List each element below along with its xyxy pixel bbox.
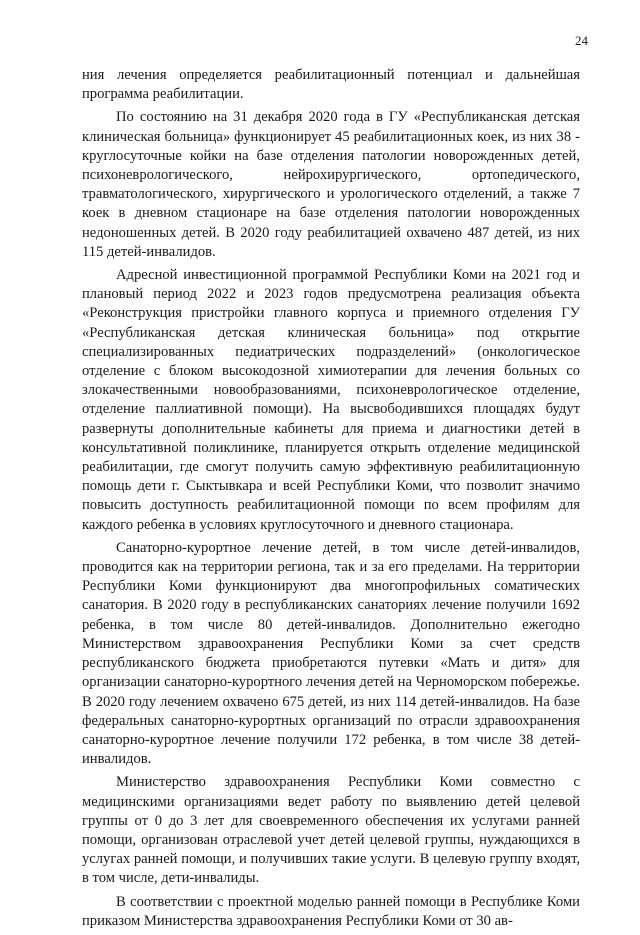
document-body xyxy=(82,66,580,935)
paragraph-5: Министерство здравоохранения Республики Коми совместно с медицинскими организациями ведет работу по выявлению детей целевой группы от 0 до 3 лет для своевременного обеспечения их услугами ранней помощи, организован отраслевой учет детей целевой группы, нуждающихся в услугах ранней помощи, и получивших такие услуги. В целевую группу входят, в том числе, дети-инвалиды. xyxy=(82,774,580,887)
paragraph-1: ния лечения определяется реабилитационный потенциал и дальнейшая программа реабилитации. xyxy=(82,67,580,103)
paragraph-2: По состоянию на 31 декабря 2020 года в ГУ «Республиканская детская клиническая больница» функционирует 45 реабилитационных коек, из них 38 - круглосуточные койки на базе отделения патологии новорожденных детей, психоневрологического, нейрохирургического, ортопедического, травматологического, хирургического и урологического отделений, а также 7 коек в дневном стационаре на базе отделения патологии новорожденных недоношенных детей. В 2020 году реабилитацией охвачено 487 детей, из них 115 детей-инвалидов. xyxy=(82,109,580,260)
page-number: 24 xyxy=(575,33,588,48)
paragraph-3: Адресной инвестиционной программой Республики Коми на 2021 год и плановый период 2022 и 2023 годов предусмотрена реализация объекта «Реконструкция пристройки главного корпуса и приемного отделения ГУ «Республиканская детская клиническая больница» под открытие специализированных педиатрических подразделений» (онкологическое отделение с блоком высокодозной химиотерапии для лечения больных со злокачественными новообразованиями, психоневрологическое отделение, отделение паллиативной помощи). На высвободившихся площадях будут развернуты дополнительные кабинеты для приема и диагностики детей в консультативной поликлинике, планируется открыть отделение медицинской реабилитации, где смогут получить самую эффективную реабилитационную помощь дети г. Сыктывкара и всей Республики Коми, что позволит значимо повысить доступность реабилитационной помощи по всем профилям для каждого ребенка в условиях круглосуточного и дневного стационара. xyxy=(82,267,580,533)
paragraph-6: В соответствии с проектной моделью ранней помощи в Республике Коми приказом Министерства здравоохранения Республики Коми от 30 ав- xyxy=(82,893,580,929)
paragraph-4: Санаторно-курортное лечение детей, в том числе детей-инвалидов, проводится как на территории региона, так и за его пределами. На территории Республики Коми функционируют два многопрофильных соматических санатория. В 2020 году в республиканских санаториях лечение получили 1692 ребенка, в том числе 80 детей-инвалидов. Дополнительно ежегодно Министерством здравоохранения Республики Коми за счет средств республиканского бюджета приобретаются путевки «Мать и дитя» для организации санаторно-курортного лечения детей на Черноморском побережье. В 2020 году лечением охвачено 675 детей, из них 114 детей-инвалидов. На базе федеральных санаторно-курортных организаций по отрасли здравоохранения санаторно-курортное лечение получили 172 ребенка, в том числе 38 детей-инвалидов. xyxy=(82,539,580,768)
